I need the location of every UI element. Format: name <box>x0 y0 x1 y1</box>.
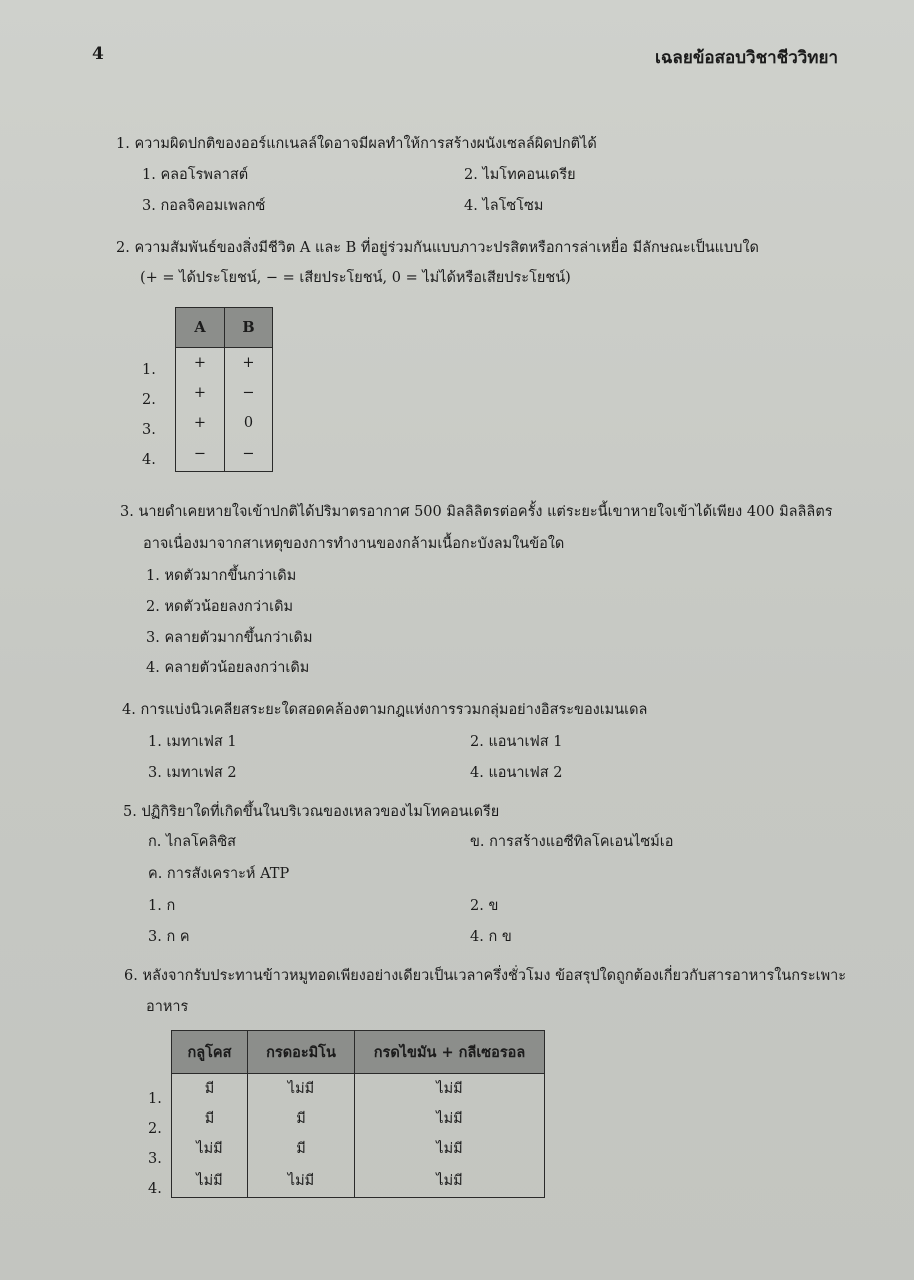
q6-nutrient-table <box>171 1030 545 1198</box>
question-6: 6. หลังจากรับประทานข้าวหมูทอดเพียงอย่างเดียวเป็นเวลาครึ่งชั่วโมง ข้อสรุปใดถูกต้องเกี่ยวกับสารอาหารในกระเพาะ <box>124 968 847 984</box>
q2-relationship-table <box>175 307 273 472</box>
q6-header-fatty-acid-glycerol: กรดไขมัน + กลีเซอรอล <box>355 1031 545 1074</box>
question-2: 2. ความสัมพันธ์ของสิ่งมีชีวิต A และ B ที่อยู่ร่วมกันแบบภาวะปรสิตหรือการล่าเหยื่อ มีลักษณะเป็นแบบใด <box>116 240 759 256</box>
table-cell: ไม่มี <box>355 1074 545 1104</box>
table-cell: มี <box>172 1104 248 1134</box>
q1-option-4: 4. ไลโซโซม <box>464 198 544 214</box>
question-3: 3. นายดำเคยหายใจเข้าปกติได้ปริมาตรอากาศ 500 มิลลิลิตรต่อครั้ง แต่ระยะนี้เขาหายใจเข้าได้เพียง 400 มิลลิลิตร <box>120 504 833 520</box>
q6-header-amino-acid: กรดอะมิโน <box>248 1031 355 1074</box>
q6-header-glucose: กลูโคส <box>172 1031 248 1074</box>
table-cell: ไม่มี <box>248 1164 355 1198</box>
q1-option-3: 3. กอลจิคอมเพลกซ์ <box>142 198 266 214</box>
q2-row-label-4: 4. <box>142 452 156 468</box>
q6-row-label-4: 4. <box>148 1181 162 1197</box>
question-4: 4. การแบ่งนิวเคลียสระยะใดสอดคล้องตามกฎแห่งการรวมกลุ่มอย่างอิสระของเมนเดล <box>122 702 648 718</box>
q6-row-label-1: 1. <box>148 1091 162 1107</box>
table-cell: ไม่มี <box>172 1134 248 1164</box>
q6-row-label-2: 2. <box>148 1121 162 1137</box>
q6-row-label-3: 3. <box>148 1151 162 1167</box>
q5-option-1: 1. ก <box>148 898 176 914</box>
table-row <box>172 1104 545 1134</box>
question-3-cont: อาจเนื่องมาจากสาเหตุของการทำงานของกล้ามเนื้อกะบังลมในข้อใด <box>143 536 565 552</box>
table-cell: + <box>176 378 225 408</box>
table-cell: − <box>176 438 225 472</box>
q2-row-label-1: 1. <box>142 362 156 378</box>
question-6-cont: อาหาร <box>146 999 189 1015</box>
q1-option-1: 1. คลอโรพลาสต์ <box>142 167 249 183</box>
q2-row-label-2: 2. <box>142 392 156 408</box>
q3-option-2: 2. หดตัวน้อยลงกว่าเดิม <box>146 599 294 615</box>
q4-option-2: 2. แอนาเฟส 1 <box>470 734 563 750</box>
table-cell: มี <box>248 1134 355 1164</box>
q3-option-4: 4. คลายตัวน้อยลงกว่าเดิม <box>146 660 310 676</box>
q3-option-3: 3. คลายตัวมากขึ้นกว่าเดิม <box>146 630 313 646</box>
table-row <box>176 378 273 408</box>
table-row <box>176 438 273 472</box>
table-cell: มี <box>172 1074 248 1104</box>
table-row <box>172 1164 545 1198</box>
page-title: เฉลยข้อสอบวิชาชีววิทยา <box>655 48 838 68</box>
table-cell: ไม่มี <box>172 1164 248 1198</box>
page-number: 4 <box>92 44 104 64</box>
table-cell: มี <box>248 1104 355 1134</box>
q4-option-1: 1. เมทาเฟส 1 <box>148 734 237 750</box>
table-cell: + <box>225 348 273 378</box>
table-cell: ไม่มี <box>355 1104 545 1134</box>
table-cell: + <box>176 348 225 378</box>
q2-header-a: A <box>176 308 225 348</box>
table-cell: ไม่มี <box>355 1134 545 1164</box>
table-cell: − <box>225 438 273 472</box>
table-row <box>176 408 273 438</box>
question-2-note: (+ = ได้ประโยชน์, − = เสียประโยชน์, 0 = ไม่ได้หรือเสียประโยชน์) <box>140 270 571 286</box>
q5-item-ko: ก. ไกลโคลิซิส <box>148 834 237 850</box>
q5-option-2: 2. ข <box>470 898 499 914</box>
q5-item-kho: ข. การสร้างแอซีทิลโคเอนไซม์เอ <box>470 834 674 850</box>
table-cell: ไม่มี <box>248 1074 355 1104</box>
q1-option-2: 2. ไมโทคอนเดรีย <box>464 167 576 183</box>
table-row <box>172 1074 545 1104</box>
q2-row-label-3: 3. <box>142 422 156 438</box>
table-row <box>176 348 273 378</box>
q3-option-1: 1. หดตัวมากขึ้นกว่าเดิม <box>146 568 297 584</box>
q4-option-4: 4. แอนาเฟส 2 <box>470 765 563 781</box>
table-cell: + <box>176 408 225 438</box>
q5-option-3: 3. ก ค <box>148 929 190 945</box>
q4-option-3: 3. เมทาเฟส 2 <box>148 765 237 781</box>
table-cell: 0 <box>225 408 273 438</box>
q5-option-4: 4. ก ข <box>470 929 512 945</box>
table-cell: − <box>225 378 273 408</box>
question-5: 5. ปฏิกิริยาใดที่เกิดขึ้นในบริเวณของเหลวของไมโทคอนเดรีย <box>123 804 500 820</box>
table-cell: ไม่มี <box>355 1164 545 1198</box>
q5-item-kho-khon: ค. การสังเคราะห์ ATP <box>148 866 290 882</box>
question-1: 1. ความผิดปกติของออร์แกเนลล์ใดอาจมีผลทำให้การสร้างผนังเซลล์ผิดปกติได้ <box>116 136 597 152</box>
table-row <box>172 1134 545 1164</box>
q2-header-b: B <box>225 308 273 348</box>
